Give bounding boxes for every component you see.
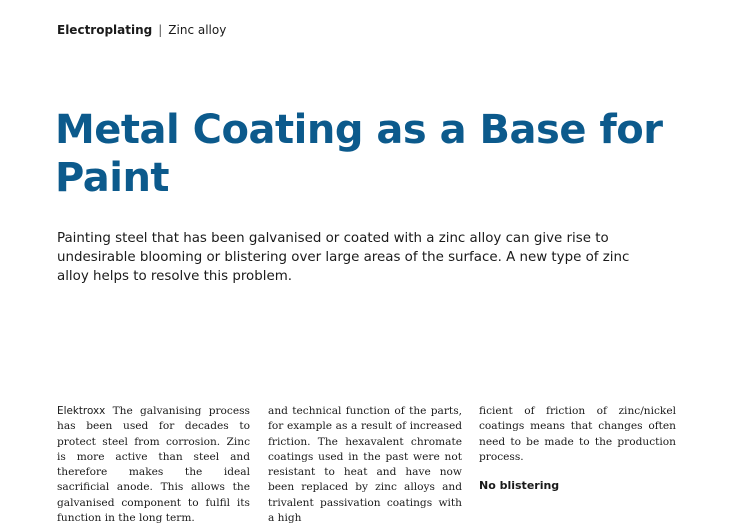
body-column-2 — [268, 404, 462, 526]
body-column-3 — [479, 404, 676, 499]
article-title: Metal Coating as a Base for Paint — [55, 107, 663, 201]
body-paragraph: ficient of friction of zinc/nickel coatings means that changes often need to be made to the production process. — [479, 405, 676, 463]
subheading: No blistering — [479, 479, 560, 493]
article-lead: Painting steel that has been galvanised or coated with a zinc alloy can give rise to undesirable blooming or blistering over large areas of the surface. A new type of zinc alloy helps to resolve this problem. — [57, 231, 630, 284]
subsection-label: Zinc alloy — [168, 23, 227, 37]
section-label: Electroplating — [57, 23, 153, 37]
author-lead-in: Elektroxx — [57, 405, 106, 417]
section-header — [57, 22, 226, 38]
body-text: The galvanising process has been used for decades to protect steel from corrosion. Zinc is more active than steel and therefore makes the ideal sacrificial anode. This allows the galvanised component to fulfil its function in the long term. — [57, 405, 250, 525]
body-column-1 — [57, 404, 250, 526]
body-paragraph: and technical function of the parts, for example as a result of increased friction. The hexavalent chromate coatings used in the past were not resistant to heat and have now been replaced by zinc alloys and trivalent passivation coatings with a high — [268, 405, 462, 525]
body-paragraph — [57, 404, 250, 526]
header-separator: | — [158, 23, 163, 37]
